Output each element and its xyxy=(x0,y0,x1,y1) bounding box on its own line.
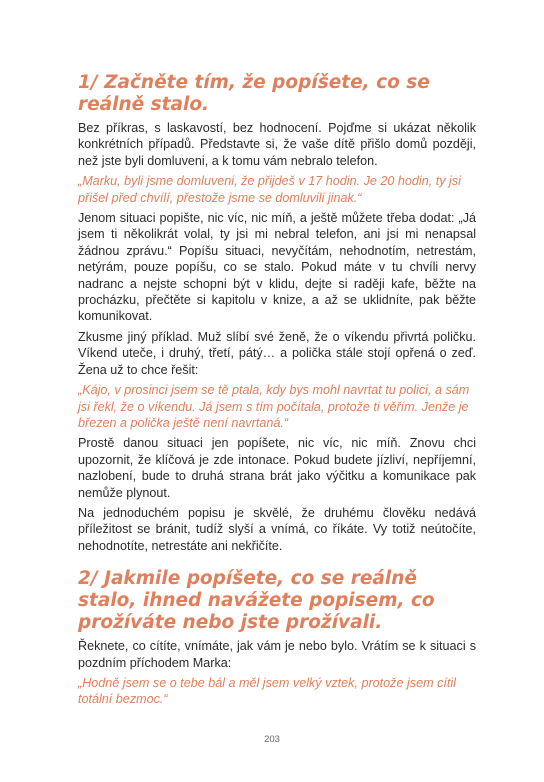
section-1-quote-1: „Marku, byli jsme domluveni, že přijdeš v 17 hodin. Je 20 hodin, ty jsi přišel před chvílí, přestože jsme se domluvili jinak.“ xyxy=(78,174,461,205)
section-2-quote-1: „Hodně jsem se o tebe bál a měl jsem velký vztek, protože jsem cítil totální bezmoc.“ xyxy=(78,675,456,707)
section-1-quote-2: „Kájo, v prosinci jsem se tě ptala, kdy bys mohl navrtat tu polici, a sám jsi řekl, že o víkendu. Já jsem s tím počítala, protože ti věřím. Jenže je březen a polička ještě není navrtaná.“ xyxy=(78,383,470,430)
page-number: 203 xyxy=(264,734,280,745)
section-1-paragraph-4: Prostě danou situaci jen popíšete, nic víc, nic míň. Znovu chci upozornit, že klíčová je zde intonace. Pokud budete jízliví, nepříjemní, nazlobení, bude to druhá strana brát jako výčitku a komunikace pak nemůže plynout. xyxy=(78,436,476,500)
section-1-paragraph-1: Bez příkras, s laskavostí, bez hodnocení. Pojďme si ukázat několik konkrétních případů. Představte si, že vaše dítě přišlo domů později, než jste byli domluveni, a k tomu vám nebralo telefon. xyxy=(78,121,476,168)
section-2-heading: 2/ Jakmile popíšete, co se reálně stalo, ihned navážete popisem, co prožíváte nebo jste prožívali. xyxy=(78,568,435,634)
section-1-paragraph-3: Zkusme jiný příklad. Muž slíbí své ženě, že o víkendu přivrtá poličku. Víkend uteče, i druhý, třetí, pátý… a polička stále stojí opřená o zeď. Žena už to chce řešit: xyxy=(78,329,476,377)
section-1-paragraph-2: Jenom situaci popište, nic víc, nic míň, a ještě můžete třeba dodat: „Já jsem ti několikrát volal, ty jsi mi nebral telefon, ani jsi mi nenapsal žádnou zprávu.“ Popíšu situaci, nevyčítám, nehodnotím, netrestám, netýrám, pouze popíšu, co se stalo. Pokud máte v tu chvíli nervy nadranc a nejste schopni být v klidu, dejte si raději kafe, běžte na procházku, přečtěte si kapitolu v knize, a až se uklidníte, pak běžte komunikovat. xyxy=(78,211,476,324)
section-1-heading: 1/ Začněte tím, že popíšete, co se reálně stalo. xyxy=(78,72,430,115)
section-2-paragraph-1: Řeknete, co cítíte, vnímáte, jak vám je nebo bylo. Vrátím se k situaci s pozdním příchodem Marka: xyxy=(78,639,476,670)
section-1-paragraph-5: Na jednoduchém popisu je skvělé, že druhému člověku nedává příležitost se bránit, tudíž slyší a vnímá, co říkáte. Vy totiž neútočíte, nehodnotíte, netrestáte ani nekřičíte. xyxy=(78,505,476,553)
